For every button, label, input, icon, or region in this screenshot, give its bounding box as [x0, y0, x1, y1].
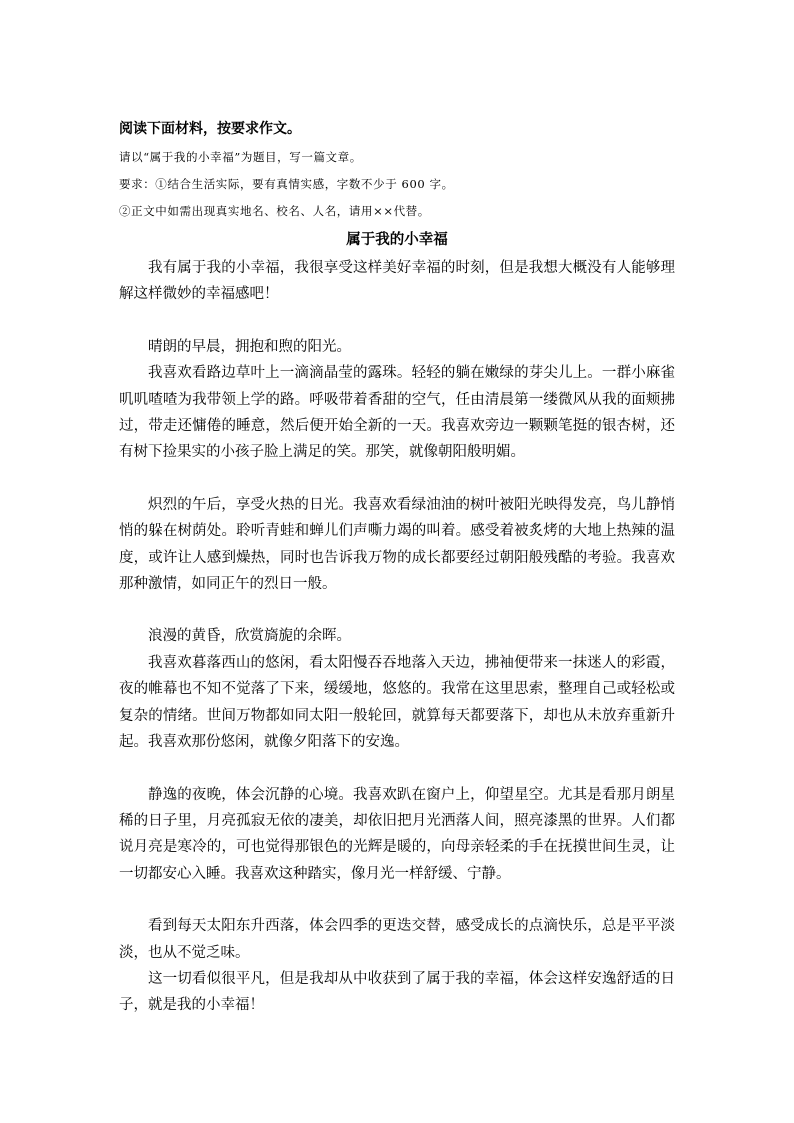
requirement-2: ②正文中如需出现真实地名、校名、人名，请用××代替。: [119, 204, 430, 218]
essay-body: [119, 255, 675, 1019]
essay-paragraph: 这一切看似很平凡，但是我却从中收获到了属于我的幸福，体会这样安逸舒适的日子，就是我的小幸福！: [119, 970, 675, 1014]
instructions-heading: 阅读下面材料，按要求作文。: [119, 121, 301, 137]
essay-paragraph: 我喜欢暮落西山的悠闲，看太阳慢吞吞地落入天边，拂袖便带来一抹迷人的彩霞，夜的帷幕也不知不觉落了下来，缓缓地，悠悠的。我常在这里思索，整理自己或轻松或复杂的情绪。世间万物都如同太阳一般轮回，就算每天都要落下，却也从未放弃重新升起。我喜欢那份悠闲，就像夕阳落下的安逸。: [119, 654, 675, 751]
essay-paragraph: 晴朗的早晨，拥抱和煦的阳光。: [148, 338, 351, 355]
writing-prompt: 请以“属于我的小幸福”为题目，写一篇文章。: [119, 150, 362, 164]
essay-paragraph: 我喜欢看路边草叶上一滴滴晶莹的露珠。轻轻的躺在嫩绿的芽尖儿上。一群小麻雀叽叽喳喳为我带领上学的路。呼吸带着香甜的空气，任由清晨第一缕微风从我的面颊拂过，带走还慵倦的睡意，然后便开始全新的一天。我喜欢旁边一颗颗笔挺的银杏树，还有树下捡果实的小孩子脸上满足的笑。那笑，就像朝阳般明媚。: [119, 365, 675, 461]
essay-paragraph: 炽烈的午后，享受火热的日光。我喜欢看绿油油的树叶被阳光映得发亮，鸟儿静悄悄的躲在树荫处。聆听青蛙和蝉儿们声嘶力竭的叫着。感受着被炙烤的大地上热辣的温度，或许让人感到燥热，同时也告诉我万物的成长都要经过朝阳般残酷的考验。我喜欢那种激情，如同正午的烈日一般。: [119, 496, 675, 593]
essay-paragraph: 静逸的夜晚，体会沉静的心境。我喜欢趴在窗户上，仰望星空。尤其是看那月朗星稀的日子里，月亮孤寂无依的凄美，却依旧把月光洒落人间，照亮漆黑的世界。人们都说月亮是寒冷的，可也觉得那银色的光辉是暖的，向母亲轻柔的手在抚摸世间生灵，让一切都安心入睡。我喜欢这种踏实，像月光一样舒缓、宁静。: [119, 786, 675, 882]
essay-title: 属于我的小幸福: [346, 232, 448, 248]
essay-paragraph: 我有属于我的小幸福，我很享受这样美好幸福的时刻，但是我想大概没有人能够理解这样微妙的幸福感吧！: [119, 260, 675, 303]
essay-paragraph: 浪漫的黄昏，欣赏旖旎的余晖。: [148, 628, 351, 645]
requirement-1: 要求：①结合生活实际，要有真情实感，字数不少于 600 字。: [119, 177, 454, 191]
essay-paragraph: 看到每天太阳东升西落，体会四季的更迭交替，感受成长的点滴快乐，总是平平淡淡，也从不觉乏味。: [119, 918, 675, 961]
